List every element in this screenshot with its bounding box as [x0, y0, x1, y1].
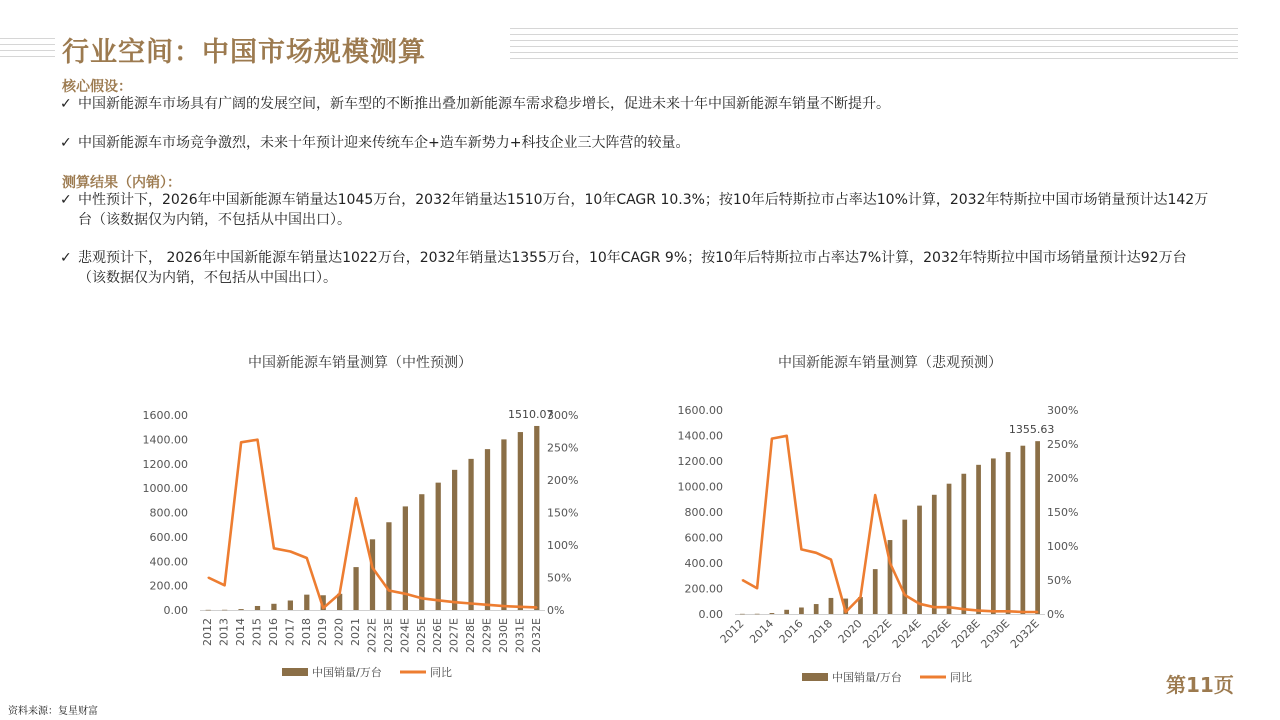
x-tick-label: 2024E [398, 618, 412, 653]
yoy-point [470, 603, 472, 605]
yoy-point [306, 557, 308, 559]
bar [370, 539, 375, 610]
x-tick-label: 2023E [381, 618, 395, 653]
legend-label: 同比 [430, 666, 452, 679]
x-tick-label: 2025E [414, 618, 428, 653]
yoy-point [948, 606, 950, 608]
yoy-point [240, 442, 242, 444]
yoy-point [874, 494, 876, 496]
bar-data-label: 1355.63 [1008, 423, 1055, 437]
x-tick-label: 2020 [332, 618, 346, 646]
bar [873, 569, 878, 614]
x-tick-label: 2022E [860, 617, 895, 651]
header-rule-right-6 [510, 58, 1238, 59]
yoy-point [742, 579, 744, 581]
legend-label: 中国销量/万台 [312, 666, 382, 679]
y-right-tick-label: 300% [547, 409, 579, 422]
x-tick-label: 2016 [776, 617, 806, 647]
y-left-tick-label: 200.00 [684, 582, 723, 596]
x-tick-label: 2014 [234, 618, 248, 646]
bar [288, 600, 293, 610]
yoy-point [273, 547, 275, 549]
x-tick-label: 2027E [447, 618, 461, 653]
bar [917, 506, 922, 614]
yoy-point [503, 605, 505, 607]
check-icon: ✓ [60, 192, 72, 208]
yoy-point [421, 598, 423, 600]
y-left-tick-label: 1000.00 [142, 482, 188, 496]
assumption-item [60, 133, 1210, 153]
header-rule-left-2 [0, 44, 55, 45]
y-right-tick-label: 250% [547, 441, 579, 455]
y-left-tick-label: 0.00 [163, 604, 188, 617]
x-tick-label: 2030E [496, 618, 510, 653]
yoy-point [860, 596, 862, 598]
y-left-tick-label: 600.00 [684, 531, 723, 545]
y-right-tick-label: 150% [1047, 506, 1079, 519]
y-right-tick-label: 0% [547, 604, 565, 617]
yoy-point [405, 593, 407, 595]
bar [1020, 446, 1025, 614]
yoy-point [487, 604, 489, 606]
yoy-point [224, 585, 226, 587]
header-rule-left-3 [0, 50, 55, 51]
x-tick-label: 2030E [978, 617, 1013, 651]
y-left-tick-label: 800.00 [149, 506, 188, 520]
y-right-tick-label: 300% [1047, 404, 1079, 417]
yoy-point [207, 577, 209, 579]
x-tick-label: 2028E [464, 618, 478, 653]
x-tick-label: 2032E [529, 618, 543, 653]
yoy-point [372, 567, 374, 569]
bar [799, 607, 804, 614]
bar [534, 426, 539, 610]
yoy-point [1022, 611, 1024, 613]
y-left-tick-label: 1600.00 [142, 409, 188, 422]
legend-label: 中国销量/万台 [832, 671, 902, 684]
bar [255, 606, 260, 610]
check-icon: ✓ [60, 135, 72, 151]
yoy-point [536, 607, 538, 609]
bar [271, 604, 276, 610]
x-tick-label: 2013 [217, 618, 231, 646]
y-right-tick-label: 250% [1047, 438, 1079, 451]
y-left-tick-label: 800.00 [684, 506, 723, 519]
x-tick-label: 2024E [889, 617, 924, 651]
y-left-tick-label: 1200.00 [142, 457, 188, 471]
y-right-tick-label: 0% [1047, 608, 1065, 621]
y-left-tick-label: 600.00 [149, 530, 188, 544]
page-title: 行业空间：中国市场规模测算 [62, 37, 426, 68]
bar [436, 483, 441, 610]
y-right-tick-label: 100% [547, 539, 579, 552]
yoy-point [815, 552, 817, 554]
yoy-point [1037, 611, 1039, 613]
x-tick-label: 2018 [299, 618, 313, 646]
bar [468, 459, 473, 610]
chart-title: 中国新能源车销量测算（中性预测） [248, 355, 472, 371]
yoy-point [919, 603, 921, 605]
y-left-tick-label: 1600.00 [677, 404, 723, 417]
x-tick-label: 2017 [283, 618, 297, 646]
header-rule-right-4 [510, 46, 1238, 47]
x-tick-label: 2020 [835, 617, 865, 647]
yoy-point [889, 562, 891, 564]
assumption-text: 中国新能源车市场竞争激烈，未来十年预计迎来传统车企+造车新势力+科技企业三大阵营的较量。 [78, 135, 690, 151]
bar [1006, 452, 1011, 614]
yoy-point [963, 608, 965, 610]
check-icon: ✓ [60, 250, 72, 266]
yoy-point [388, 590, 390, 592]
yoy-point [978, 610, 980, 612]
bar [961, 474, 966, 614]
x-tick-label: 2014 [747, 617, 777, 647]
check-icon: ✓ [60, 96, 72, 112]
bar [770, 613, 775, 614]
y-left-tick-label: 400.00 [684, 557, 723, 570]
bar [353, 567, 358, 610]
x-tick-label: 2029E [480, 618, 494, 653]
result-text: 悲观预计下， 2026年中国新能源车销量达1022万台，2032年销量达1355万台，10年CAGR 9%；按10年后特斯拉市占率达7%计算，2032年特斯拉中国市场销量预计达92万台（该数据仅为内销，不包括从中国出口）。 [78, 250, 1187, 286]
pessimistic-forecast-chart [660, 340, 1110, 692]
yoy-point [322, 607, 324, 609]
y-right-tick-label: 50% [1047, 574, 1072, 587]
bar [829, 598, 834, 614]
y-left-tick-label: 200.00 [149, 579, 188, 593]
x-tick-label: 2026E [919, 617, 954, 651]
x-tick-label: 2021 [349, 618, 363, 646]
y-right-tick-label: 150% [547, 506, 579, 520]
result-text: 中性预计下，2026年中国新能源车销量达1045万台，2032年销量达1510万台，10年CAGR 10.3%；按10年后特斯拉市占率达10%计算，2032年特斯拉中国市场销量预计达142万台（该数据仅为内销，不包括从中国出口）。 [78, 192, 1209, 228]
legend-bar-swatch [282, 668, 308, 676]
assumption-text: 中国新能源车市场具有广阔的发展空间，新车型的不断推出叠加新能源车需求稳步增长，促进未来十年中国新能源车销量不断提升。 [78, 96, 890, 112]
yoy-point [454, 601, 456, 603]
header-rule-right-1 [510, 28, 1238, 29]
bar [902, 520, 907, 614]
bar-data-label: 1510.07 [508, 407, 554, 421]
x-tick-label: 2012 [717, 617, 747, 647]
assumption-item [60, 94, 1210, 114]
y-right-tick-label: 200% [547, 474, 579, 487]
bar [485, 449, 490, 610]
x-tick-label: 2019 [316, 618, 330, 646]
bar [206, 610, 211, 611]
header-rule-left-1 [0, 38, 55, 39]
x-tick-label: 2022E [365, 618, 379, 653]
neutral-forecast-chart [130, 340, 610, 692]
bar [501, 439, 506, 610]
x-tick-label: 2015 [250, 618, 264, 646]
bar [452, 470, 457, 610]
bar [419, 494, 424, 610]
bar [976, 465, 981, 614]
assumptions-heading: 核心假设： [62, 79, 132, 95]
bar [947, 484, 952, 614]
yoy-point [520, 606, 522, 608]
yoy-point [786, 435, 788, 437]
results-heading: 测算结果（内销）： [62, 175, 181, 191]
page-number: 第11页 [1166, 673, 1234, 697]
bar [755, 614, 760, 615]
y-left-tick-label: 1000.00 [677, 480, 723, 494]
yoy-point [355, 497, 357, 499]
header-rule-right-3 [510, 40, 1238, 41]
yoy-point [845, 611, 847, 613]
result-item [60, 190, 1210, 230]
x-tick-label: 2031E [513, 618, 527, 653]
y-left-tick-label: 400.00 [149, 555, 188, 569]
bar [784, 610, 789, 614]
yoy-point [904, 594, 906, 596]
x-tick-label: 2018 [806, 617, 836, 647]
bar [1035, 441, 1040, 614]
x-tick-label: 2028E [948, 617, 983, 651]
x-tick-label: 2016 [266, 618, 280, 646]
y-right-tick-label: 100% [1047, 540, 1079, 553]
y-left-tick-label: 1400.00 [142, 433, 188, 447]
bar [222, 610, 227, 611]
yoy-point [771, 438, 773, 440]
bar [304, 595, 309, 610]
y-right-tick-label: 50% [547, 571, 572, 585]
result-item [60, 248, 1210, 288]
y-left-tick-label: 1200.00 [677, 455, 723, 468]
yoy-point [437, 599, 439, 601]
x-tick-label: 2012 [201, 618, 215, 646]
y-right-tick-label: 200% [1047, 472, 1079, 485]
yoy-point [933, 606, 935, 608]
bar [740, 614, 745, 615]
bar [991, 458, 996, 614]
yoy-point [801, 549, 803, 551]
x-tick-label: 2026E [431, 618, 445, 653]
yoy-point [756, 587, 758, 589]
chart-title: 中国新能源车销量测算（悲观预测） [778, 355, 1002, 371]
legend-bar-swatch [802, 673, 828, 681]
x-tick-label: 2032E [1007, 617, 1042, 651]
bar [814, 604, 819, 614]
bar [238, 609, 243, 610]
yoy-point [993, 610, 995, 612]
header-rule-left-4 [0, 56, 55, 57]
bar [932, 495, 937, 614]
y-left-tick-label: 0.00 [698, 608, 723, 621]
legend-label: 同比 [950, 671, 972, 684]
header-rule-right-5 [510, 52, 1238, 53]
yoy-point [339, 593, 341, 595]
yoy-point [257, 439, 259, 441]
bar [518, 432, 523, 610]
bar [386, 522, 391, 610]
y-left-tick-label: 1400.00 [677, 429, 723, 443]
yoy-point [290, 551, 292, 553]
source-note: 资料来源：复星财富 [8, 706, 98, 717]
yoy-point [830, 559, 832, 561]
header-rule-right-2 [510, 34, 1238, 35]
yoy-point [1007, 610, 1009, 612]
